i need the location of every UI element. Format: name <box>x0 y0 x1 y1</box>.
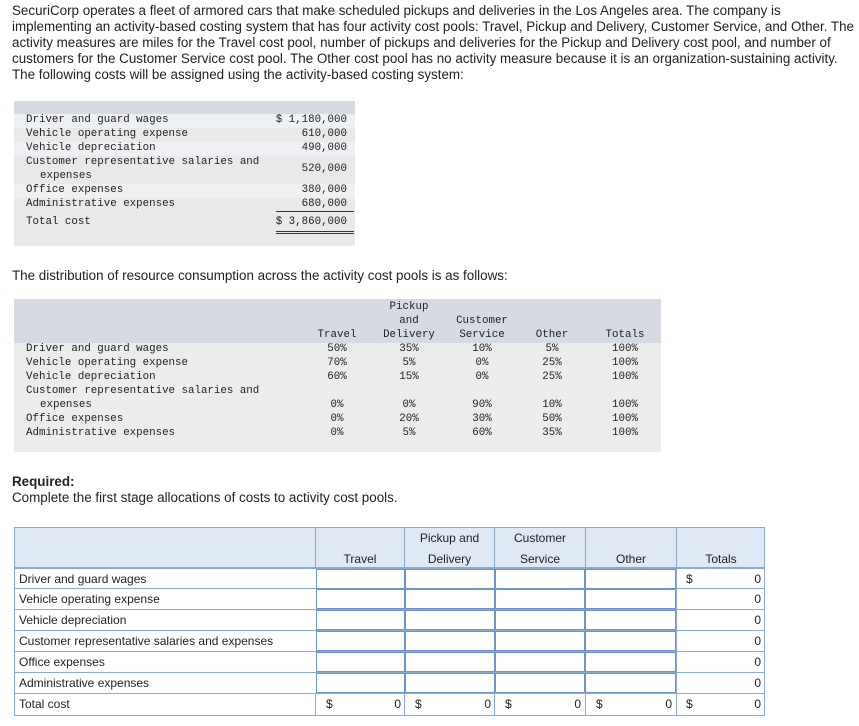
travel-input[interactable] <box>316 631 405 651</box>
required-text: Complete the first stage allocations of costs to activity cost pools. <box>12 490 398 505</box>
pickup-total: 0 <box>484 697 491 711</box>
grid-col-other: Other <box>615 552 646 566</box>
cost-row: Driver and guard wages $ 1,180,000 <box>26 114 347 126</box>
other-input[interactable] <box>585 569 676 589</box>
travel-input[interactable] <box>316 569 405 589</box>
dist-row-label: Vehicle operating expense <box>26 357 188 369</box>
pickup-delivery-input[interactable] <box>405 569 495 589</box>
dist-row-label: Administrative expenses <box>26 427 176 439</box>
other-input[interactable] <box>585 589 676 609</box>
customer-service-input[interactable] <box>495 610 585 630</box>
grid-col-pickup: Pickup and <box>419 531 480 545</box>
cost-table: Driver and guard wages $ 1,180,000 Vehicle operating expense 610,000 Vehicle depreciation 490,000 Customer representative salaries and expenses 520,000 Office expenses 380,000 Administrative expenses 680,000 Total cost $ 3,860,000 <box>14 101 355 246</box>
cost-row: Vehicle depreciation 490,000 <box>26 142 347 154</box>
distribution-caption: The distribution of resource consumption across the activity cost pools is as follows: <box>12 268 508 283</box>
grid-row: Vehicle operating expense 0 <box>14 589 765 610</box>
grid-row: Administrative expenses 0 <box>14 673 765 694</box>
distribution-table: Travel Pickup and Delivery Customer Service Other Totals Driver and guard wages 50% 35% 10% 5% 100% Vehicle operating expense 70% 5% 0% 25% 100% Vehicle depreciation 60% 15% 0% 25% 100% Customer representative salaries and expenses 0% 0% 90% 10% 100% Office expenses 0% 20% 30% 50% 100% Administrative expenses 0% 5% 60% 35% 100% <box>14 299 661 452</box>
travel-input[interactable] <box>316 673 405 693</box>
grid-row: Office expenses 0 <box>14 652 765 673</box>
other-input[interactable] <box>585 673 676 693</box>
allocation-grid <box>14 527 765 717</box>
pickup-delivery-input[interactable] <box>405 673 495 693</box>
col-pickup: Pickup <box>389 301 429 313</box>
other-input[interactable] <box>585 652 676 672</box>
col-totals: Totals <box>605 329 645 341</box>
pickup-delivery-input[interactable] <box>405 631 495 651</box>
row-total: 0 <box>754 655 761 669</box>
cost-row: Office expenses 380,000 <box>26 184 347 196</box>
pickup-delivery-input[interactable] <box>405 652 495 672</box>
customer-service-input[interactable] <box>495 589 585 609</box>
pickup-delivery-input[interactable] <box>405 589 495 609</box>
row-total: 0 <box>754 634 761 648</box>
other-input[interactable] <box>585 610 676 630</box>
grand-total: 0 <box>754 697 761 711</box>
cost-row: Vehicle operating expense 610,000 <box>26 128 347 140</box>
grid-total-row: Total cost $ 0 $ 0 $ 0 $ 0 $ 0 <box>14 694 765 716</box>
travel-input[interactable] <box>316 610 405 630</box>
other-input[interactable] <box>585 631 676 651</box>
grid-row: Vehicle depreciation 0 <box>14 610 765 631</box>
grid-col-customer-service: Customer <box>513 531 566 545</box>
required-section <box>12 474 398 506</box>
required-heading: Required: <box>12 474 75 489</box>
dist-row-label: Customer representative salaries and <box>26 385 260 397</box>
cost-total-row: Total cost $ 3,860,000 <box>26 216 347 228</box>
grid-row: Customer representative salaries and expenses 0 <box>14 631 765 652</box>
grid-row: Driver and guard wages $ 0 <box>14 568 765 589</box>
customer-service-input[interactable] <box>495 652 585 672</box>
row-total: 0 <box>754 613 761 627</box>
col-travel: Travel <box>317 329 357 341</box>
customer-service-input[interactable] <box>495 631 585 651</box>
pickup-delivery-input[interactable] <box>405 610 495 630</box>
row-total: 0 <box>754 592 761 606</box>
customer-service-input[interactable] <box>495 569 585 589</box>
cost-row: Administrative expenses 680,000 <box>26 198 347 210</box>
dist-row-label: Vehicle depreciation <box>26 371 156 383</box>
customer-service-input[interactable] <box>495 673 585 693</box>
grid-header: Travel Pickup and Delivery Customer Service Other Totals <box>14 527 765 568</box>
row-total: 0 <box>754 572 761 586</box>
row-total: 0 <box>754 676 761 690</box>
col-other: Other <box>535 329 569 341</box>
travel-input[interactable] <box>316 589 405 609</box>
cost-row: Customer representative salaries and <box>26 156 260 168</box>
col-customer-service: Customer <box>456 315 508 327</box>
dist-row-label: Office expenses <box>26 413 124 425</box>
travel-total: 0 <box>394 697 401 711</box>
travel-input[interactable] <box>316 652 405 672</box>
grid-col-travel: Travel <box>343 552 377 566</box>
other-total: 0 <box>665 697 672 711</box>
problem-intro: SecuriCorp operates a fleet of armored cars that make scheduled pickups and deliveries in the Los Angeles area. The company is implementing an activity-based costing system that has four activity cost pools: Travel, Pickup and Delivery, Customer Service, and Other. The activity measures are miles for the Travel cost pool, number of pickups and deliveries for the Pickup and Delivery cost pool, and number of customers for the Customer Service cost pool. The Other cost pool has no activity measure because it is an organization-sustaining activity. The following costs will be assigned using the activity-based costing system: <box>12 3 854 82</box>
customer-service-total: 0 <box>574 697 581 711</box>
dist-row-label: Driver and guard wages <box>26 343 169 355</box>
cost-row: expenses <box>40 170 92 182</box>
grid-col-totals: Totals <box>705 552 737 566</box>
